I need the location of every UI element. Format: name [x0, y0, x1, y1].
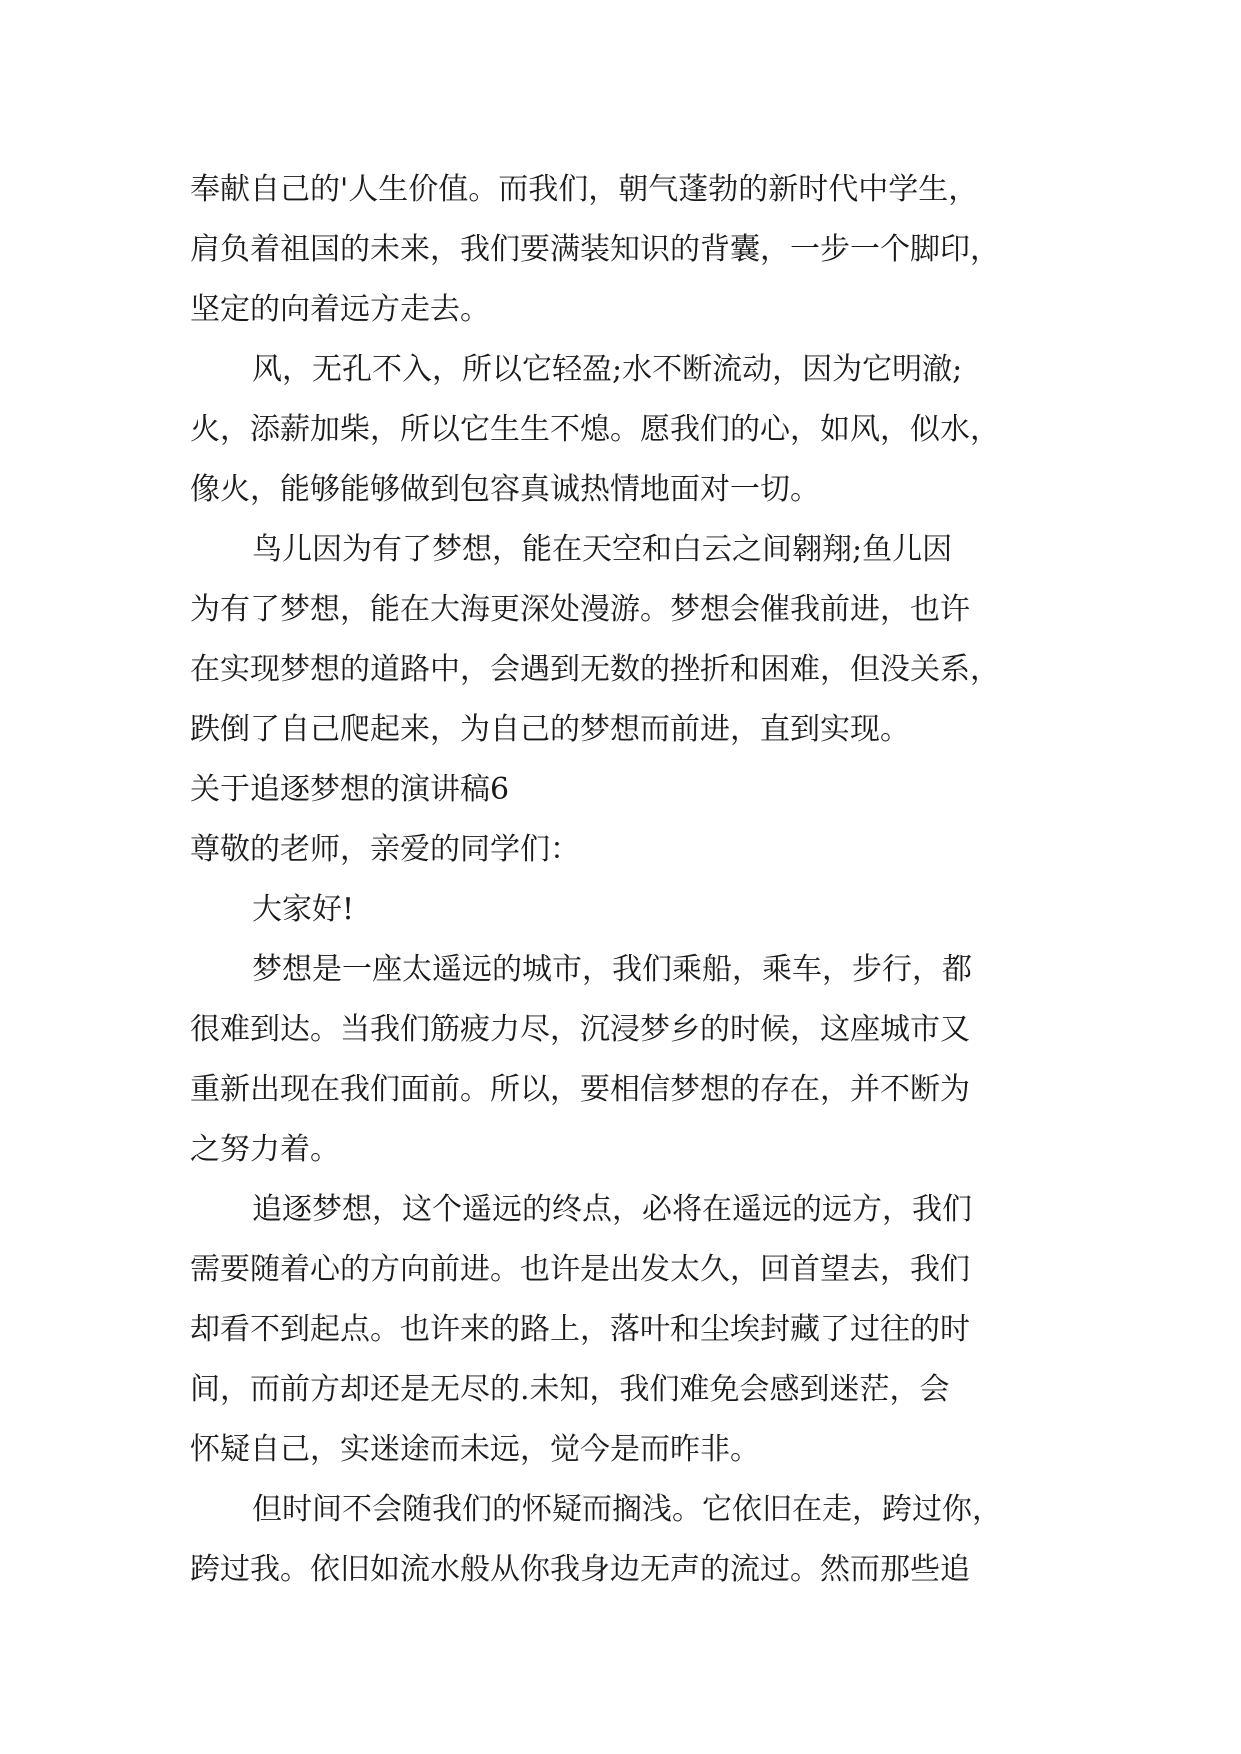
text-line: 之努力着。 — [190, 1132, 340, 1167]
text-line: 坚定的向着远方走去。 — [190, 292, 490, 327]
greeting: 大家好! — [252, 892, 355, 927]
text-line: 很难到达。当我们筋疲力尽，沉浸梦乡的时候，这座城市又 — [190, 1012, 970, 1047]
text-line: 怀疑自己，实迷途而未远，觉今是而昨非。 — [190, 1432, 760, 1467]
text-line: 需要随着心的方向前进。也许是出发太久，回首望去，我们 — [190, 1252, 970, 1287]
text-line: 但时间不会随我们的怀疑而搁浅。它依旧在走，跨过你， — [252, 1492, 1002, 1527]
text-line: 在实现梦想的道路中，会遇到无数的挫折和困难，但没关系， — [190, 652, 1000, 687]
document-body — [190, 160, 1060, 1600]
text-line: 肩负着祖国的未来，我们要满装知识的背囊，一步一个脚印， — [190, 232, 1000, 267]
text-line: 梦想是一座太遥远的城市，我们乘船，乘车，步行，都 — [252, 952, 972, 987]
text-line: 重新出现在我们面前。所以，要相信梦想的存在，并不断为 — [190, 1072, 970, 1107]
text-line: 风，无孔不入，所以它轻盈;水不断流动，因为它明澈; — [252, 352, 963, 387]
text-line: 鸟儿因为有了梦想，能在天空和白云之间翱翔;鱼儿因 — [252, 532, 953, 567]
salutation: 尊敬的老师，亲爱的同学们： — [190, 832, 580, 867]
text-line: 奉献自己的'人生价值。而我们，朝气蓬勃的新时代中学生， — [190, 172, 979, 207]
text-line: 像火，能够能够做到包容真诚热情地面对一切。 — [190, 472, 820, 507]
section-heading: 关于追逐梦想的演讲稿6 — [190, 772, 510, 807]
text-line: 追逐梦想，这个遥远的终点，必将在遥远的远方，我们 — [252, 1192, 972, 1227]
text-line: 火，添薪加柴，所以它生生不熄。愿我们的心，如风，似水， — [190, 412, 1000, 447]
text-line: 间，而前方却还是无尽的.未知，我们难免会感到迷茫，会 — [190, 1372, 950, 1407]
text-line: 跌倒了自己爬起来，为自己的梦想而前进，直到实现。 — [190, 712, 910, 747]
text-line: 跨过我。依旧如流水般从你我身边无声的流过。然而那些追 — [190, 1552, 970, 1587]
text-line: 却看不到起点。也许来的路上，落叶和尘埃封藏了过往的时 — [190, 1312, 970, 1347]
text-line: 为有了梦想，能在大海更深处漫游。梦想会催我前进，也许 — [190, 592, 970, 627]
